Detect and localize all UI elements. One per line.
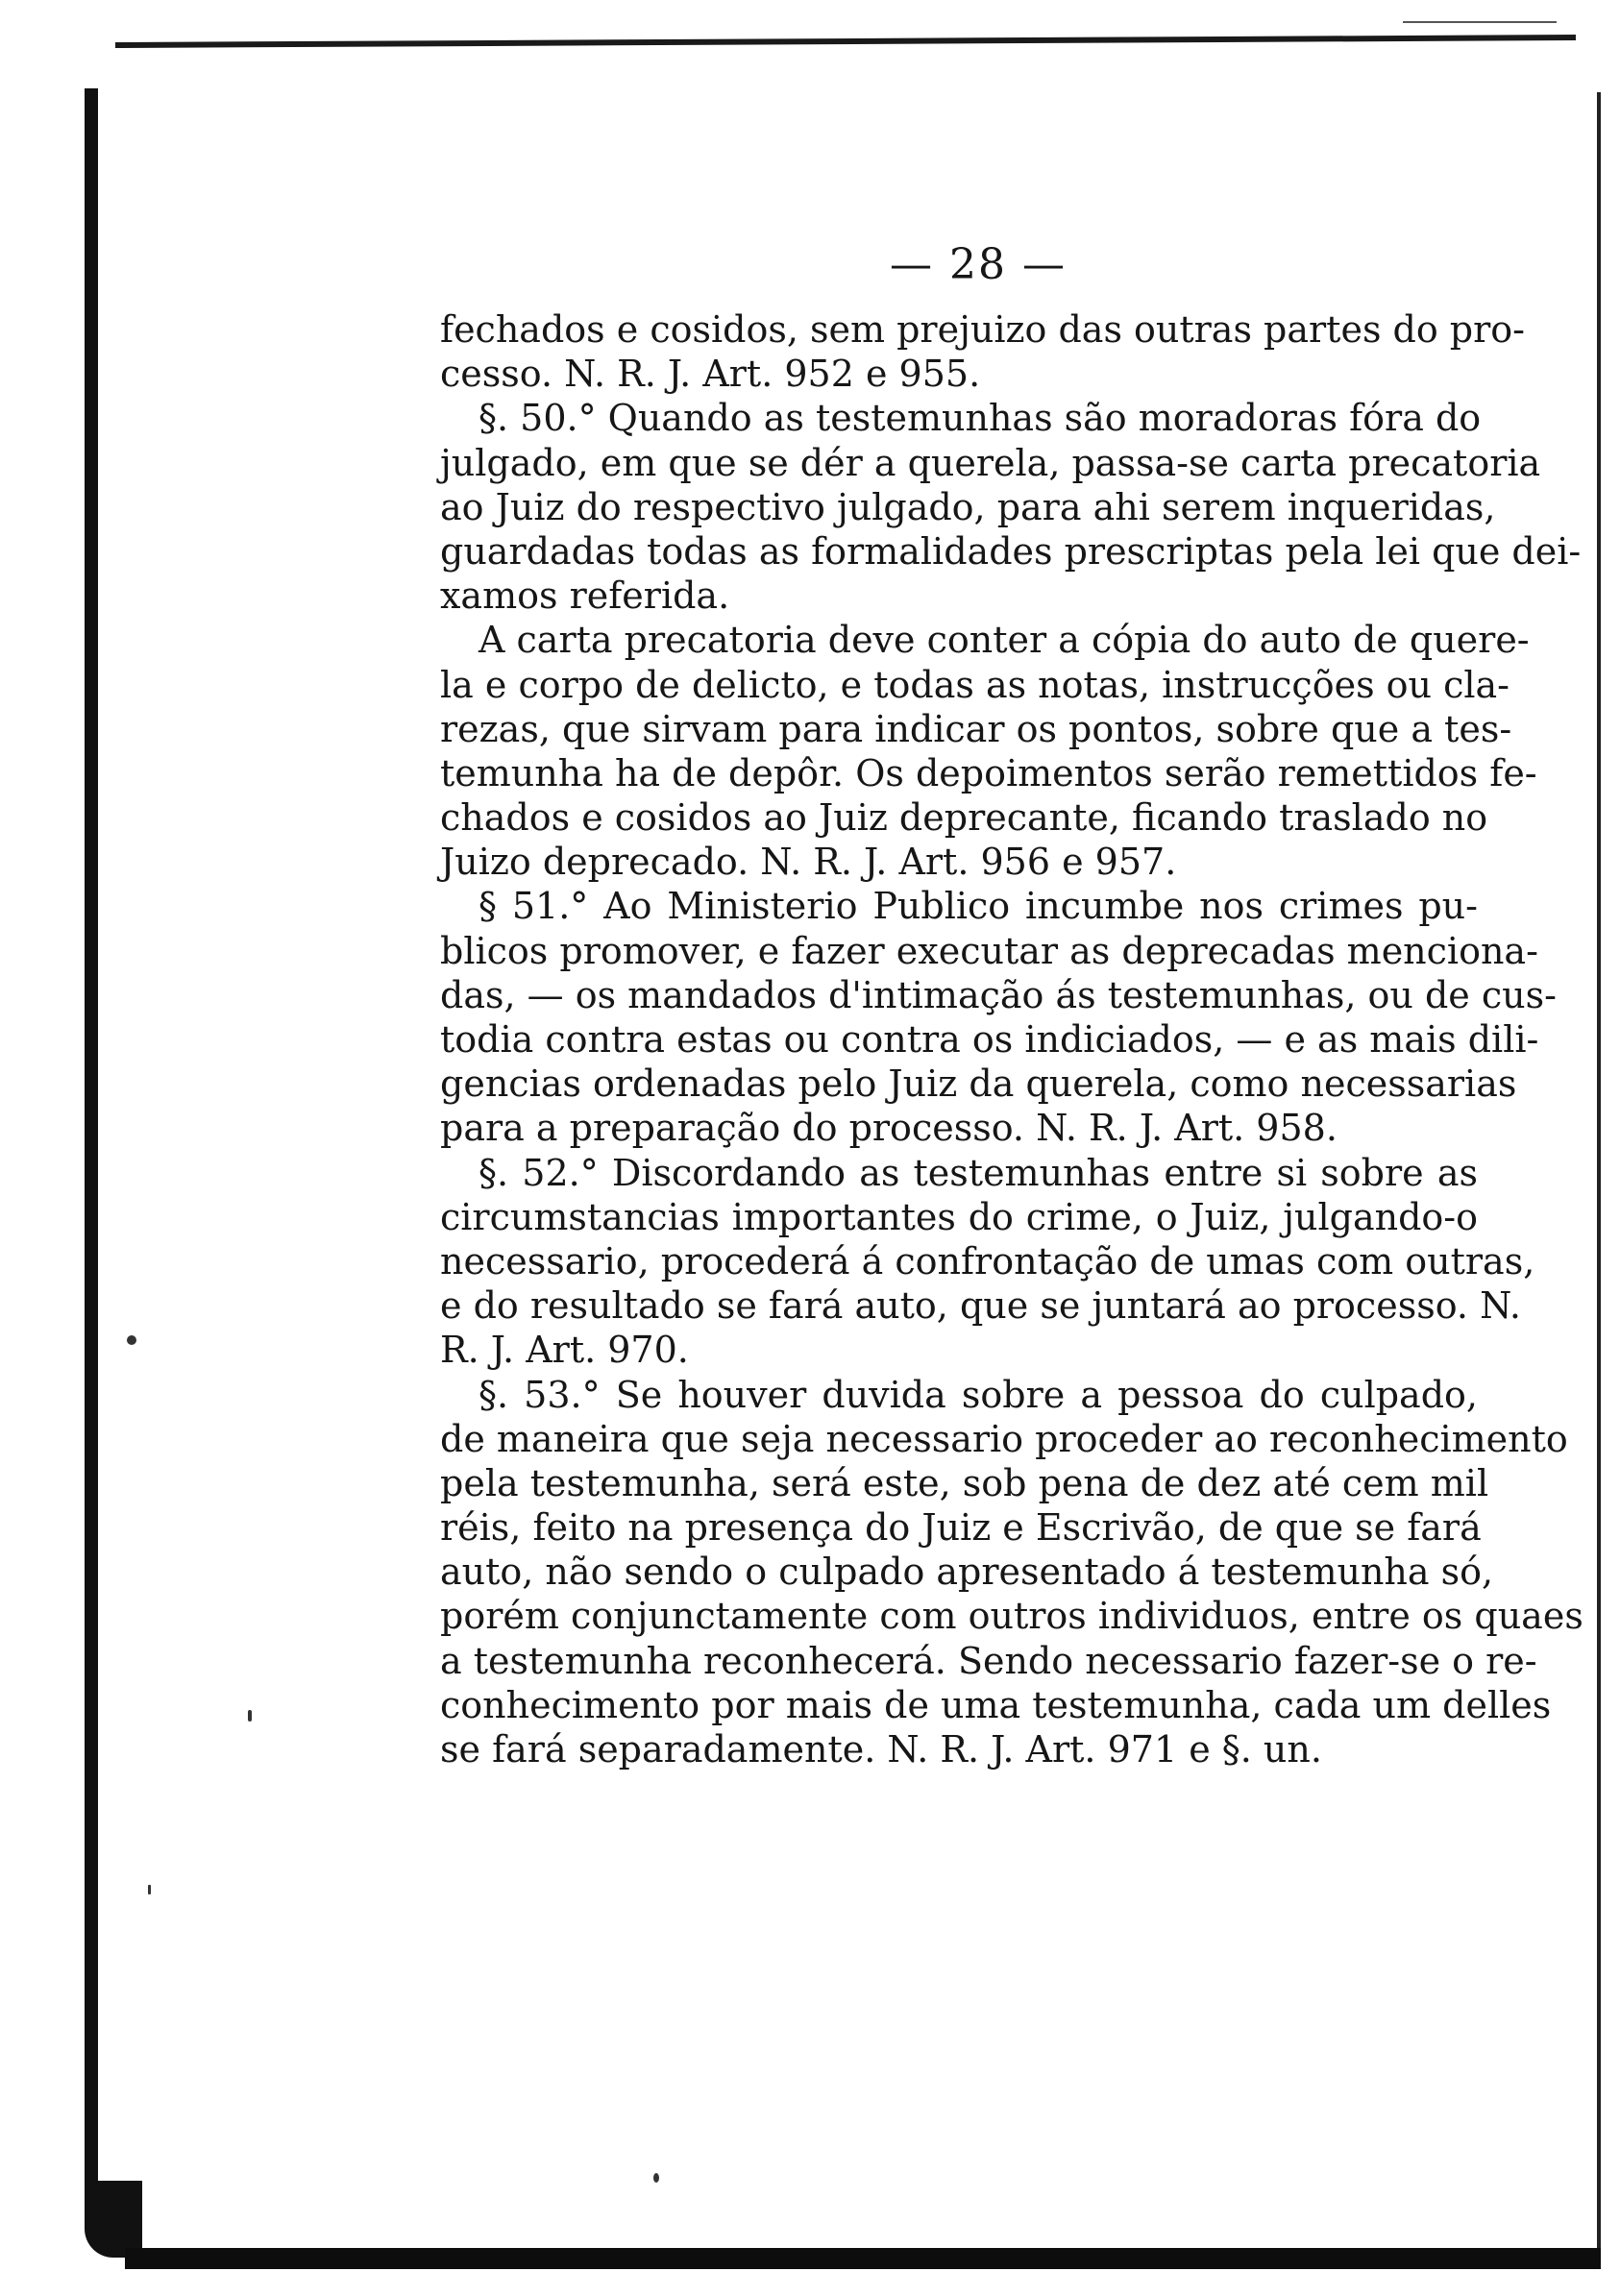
scan-speck — [653, 2173, 659, 2183]
text-line: § 51.° Ao Ministerio Publico incumbe nos crimes pu- — [479, 885, 1478, 928]
text-block — [440, 236, 1583, 1771]
text-line: ao Juiz do respectivo julgado, para ahi serem inqueridas, — [440, 485, 1496, 528]
text-line: §. 52.° Discordando as testemunhas entre si sobre as — [479, 1151, 1478, 1194]
text-line: Juizo deprecado. N. R. J. Art. 956 e 957. — [440, 841, 1177, 884]
text-line: de maneira que seja necessario proceder ao reconhecimento — [440, 1417, 1568, 1460]
text-line: A carta precatoria deve conter a cópia do auto de quere- — [479, 619, 1530, 662]
text-line: todia contra estas ou contra os indiciados, — e as mais dili- — [440, 1018, 1539, 1061]
page-edge-bottom — [125, 2248, 1601, 2269]
text-line: réis, feito na presença do Juiz e Escrivão, de que se fará — [440, 1506, 1482, 1550]
text-line: para a preparação do processo. N. R. J. Art. 958. — [440, 1107, 1338, 1150]
text-line: auto, não sendo o culpado apresentado á testemunha só, — [440, 1551, 1494, 1594]
text-line: circumstancias importantes do crime, o Juiz, julgando-o — [440, 1195, 1478, 1238]
page-edge-corner — [85, 2181, 142, 2258]
body-text — [440, 307, 1583, 1771]
text-line: R. J. Art. 970. — [440, 1329, 689, 1372]
text-line: se fará separadamente. N. R. J. Art. 971 e §. un. — [440, 1728, 1322, 1771]
page-edge-right — [1597, 92, 1601, 2263]
scan-speck — [127, 1335, 136, 1345]
text-line: e do resultado se fará auto, que se juntará ao processo. N. — [440, 1284, 1521, 1328]
text-line: gencias ordenadas pelo Juiz da querela, como necessarias — [440, 1063, 1517, 1106]
text-line: temunha ha de depôr. Os depoimentos serão remettidos fe- — [440, 751, 1537, 794]
text-line: cesso. N. R. J. Art. 952 e 955. — [440, 353, 981, 396]
text-line: blicos promover, e fazer executar as deprecadas menciona- — [440, 929, 1538, 972]
text-line: §. 50.° Quando as testemunhas são moradoras fóra do — [479, 397, 1482, 440]
text-line: xamos referida. — [440, 574, 730, 618]
text-line: rezas, que sirvam para indicar os pontos, sobre que a tes- — [440, 707, 1512, 750]
text-line: a testemunha reconhecerá. Sendo necessario fazer-se o re- — [440, 1639, 1537, 1682]
text-line: fechados e cosidos, sem prejuizo das outras partes do pro- — [440, 308, 1526, 351]
page-number: — 28 — — [890, 240, 1067, 289]
text-line: pela testemunha, será este, sob pena de dez até cem mil — [440, 1461, 1489, 1504]
scan-speck — [148, 1885, 151, 1894]
page-edge-left — [85, 88, 98, 2202]
scan-speck — [248, 1710, 252, 1722]
page-edge-top — [115, 35, 1576, 48]
text-line: porém conjunctamente com outros individuos, entre os quaes — [440, 1595, 1583, 1638]
text-line: la e corpo de delicto, e todas as notas, instrucções ou cla- — [440, 663, 1510, 706]
text-line: guardadas todas as formalidades prescriptas pela lei que dei- — [440, 529, 1582, 573]
text-line: necessario, procederá á confrontação de umas com outras, — [440, 1239, 1535, 1282]
text-line: das, — os mandados d'intimação ás testemunhas, ou de cus- — [440, 973, 1557, 1016]
page-edge-top-thin — [1403, 21, 1557, 23]
text-line: conhecimento por mais de uma testemunha, cada um delles — [440, 1683, 1552, 1726]
text-line: §. 53.° Se houver duvida sobre a pessoa do culpado, — [479, 1373, 1478, 1416]
text-line: chados e cosidos ao Juiz deprecante, ficando traslado no — [440, 796, 1488, 840]
text-line: julgado, em que se dér a querela, passa-se carta precatoria — [440, 441, 1541, 484]
